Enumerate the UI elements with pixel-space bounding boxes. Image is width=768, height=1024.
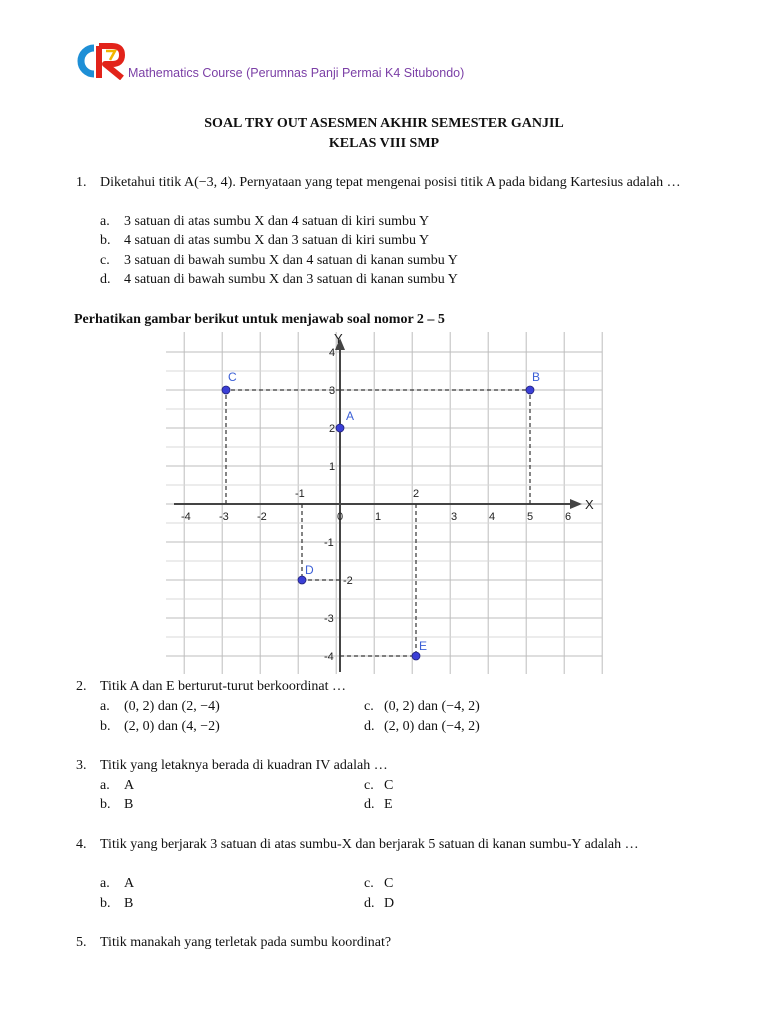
y-tick-label: -3 bbox=[324, 613, 334, 625]
y-tick-label: 3 bbox=[329, 385, 336, 397]
point-a bbox=[336, 424, 344, 432]
question-number: 3. bbox=[76, 758, 87, 773]
q4-option-a: a. A bbox=[100, 876, 135, 891]
section-instruction: Perhatikan gambar berikut untuk menjawab soal nomor 2 – 5 bbox=[74, 312, 445, 327]
y-tick-label: 4 bbox=[329, 347, 336, 359]
q3-option-a: a. A bbox=[100, 778, 135, 793]
x-tick-label: 3 bbox=[451, 511, 458, 523]
cartesian-graph bbox=[164, 330, 604, 676]
point-label-a: A bbox=[346, 409, 355, 423]
point-label-e: E bbox=[419, 639, 428, 653]
point-label-d: D bbox=[305, 563, 314, 577]
x-tick-label: -2 bbox=[257, 511, 267, 523]
point-label-b: B bbox=[532, 370, 541, 384]
y-tick-label: 1 bbox=[329, 461, 336, 473]
question-4 bbox=[76, 835, 694, 855]
q1-option-d: d. 4 satuan di bawah sumbu X dan 3 satuan di kanan sumbu Y bbox=[100, 272, 458, 287]
q3-option-b: b. B bbox=[100, 797, 134, 812]
q1-option-c: c. 3 satuan di bawah sumbu X dan 4 satuan di kanan sumbu Y bbox=[100, 253, 458, 268]
question-number: 2. bbox=[76, 679, 87, 694]
q4-option-b: b. B bbox=[100, 896, 134, 911]
course-logo bbox=[72, 42, 130, 80]
q1-option-a: a. 3 satuan di atas sumbu X dan 4 satuan di kiri sumbu Y bbox=[100, 214, 430, 229]
point-label-c: C bbox=[228, 370, 237, 384]
question-text: Titik A dan E berturut-turut berkoordinat … bbox=[100, 679, 347, 694]
q4-option-d: d. D bbox=[364, 896, 395, 911]
point-d bbox=[298, 576, 306, 584]
y-tick-label: -2 bbox=[343, 575, 353, 587]
exam-title: SOAL TRY OUT ASESMEN AKHIR SEMESTER GANJIL bbox=[204, 116, 564, 131]
question-1 bbox=[76, 173, 694, 193]
question-number: 1. bbox=[76, 175, 87, 190]
x-tick-label: 1 bbox=[375, 511, 382, 523]
x-axis-label: X bbox=[585, 497, 594, 512]
point-b bbox=[526, 386, 534, 394]
q3-option-c: c. C bbox=[364, 778, 394, 793]
y-tick-label: -4 bbox=[324, 651, 334, 663]
question-text: Diketahui titik A(−3, 4). Pernyataan yang tepat mengenai posisi titik A pada bidang Kartesius adalah … bbox=[100, 175, 681, 190]
x-tick-label: 5 bbox=[527, 511, 534, 523]
y-axis-label: Y bbox=[334, 331, 343, 346]
q2-option-d: d. (2, 0) dan (−4, 2) bbox=[364, 719, 480, 734]
x-tick-label: -4 bbox=[181, 511, 191, 523]
x-tick-label: 2 bbox=[413, 488, 420, 500]
q3-option-d: d. E bbox=[364, 797, 393, 812]
question-text: Titik manakah yang terletak pada sumbu koordinat? bbox=[100, 935, 392, 950]
q1-option-b: b. 4 satuan di atas sumbu X dan 3 satuan di kiri sumbu Y bbox=[100, 233, 430, 248]
question-number: 5. bbox=[76, 935, 87, 950]
question-text: Titik yang berjarak 3 satuan di atas sumbu-X dan berjarak 5 satuan di kanan sumbu-Y adalah … bbox=[100, 837, 639, 852]
x-tick-label: 4 bbox=[489, 511, 496, 523]
q4-option-c: c. C bbox=[364, 876, 394, 891]
x-tick-label: 6 bbox=[565, 511, 572, 523]
course-name: Mathematics Course (Perumnas Panji Permai K4 Situbondo) bbox=[128, 66, 465, 80]
q2-option-b: b. (2, 0) dan (4, −2) bbox=[100, 719, 220, 734]
question-number: 4. bbox=[76, 837, 87, 852]
question-2 bbox=[76, 677, 694, 697]
point-e bbox=[412, 652, 420, 660]
q2-option-a: a. (0, 2) dan (2, −4) bbox=[100, 699, 220, 714]
question-5 bbox=[76, 933, 694, 953]
question-3 bbox=[76, 756, 694, 776]
point-c bbox=[222, 386, 230, 394]
y-tick-label: 2 bbox=[329, 423, 336, 435]
q2-option-c: c. (0, 2) dan (−4, 2) bbox=[364, 699, 480, 714]
x-tick-label: -1 bbox=[295, 488, 305, 500]
x-axis-arrow bbox=[570, 499, 582, 509]
x-tick-label: 0 bbox=[337, 511, 344, 523]
y-tick-label: -1 bbox=[324, 537, 334, 549]
exam-class: KELAS VIII SMP bbox=[328, 136, 440, 151]
question-text: Titik yang letaknya berada di kuadran IV adalah … bbox=[100, 758, 388, 773]
page-header bbox=[72, 42, 692, 82]
x-tick-label: -3 bbox=[219, 511, 229, 523]
